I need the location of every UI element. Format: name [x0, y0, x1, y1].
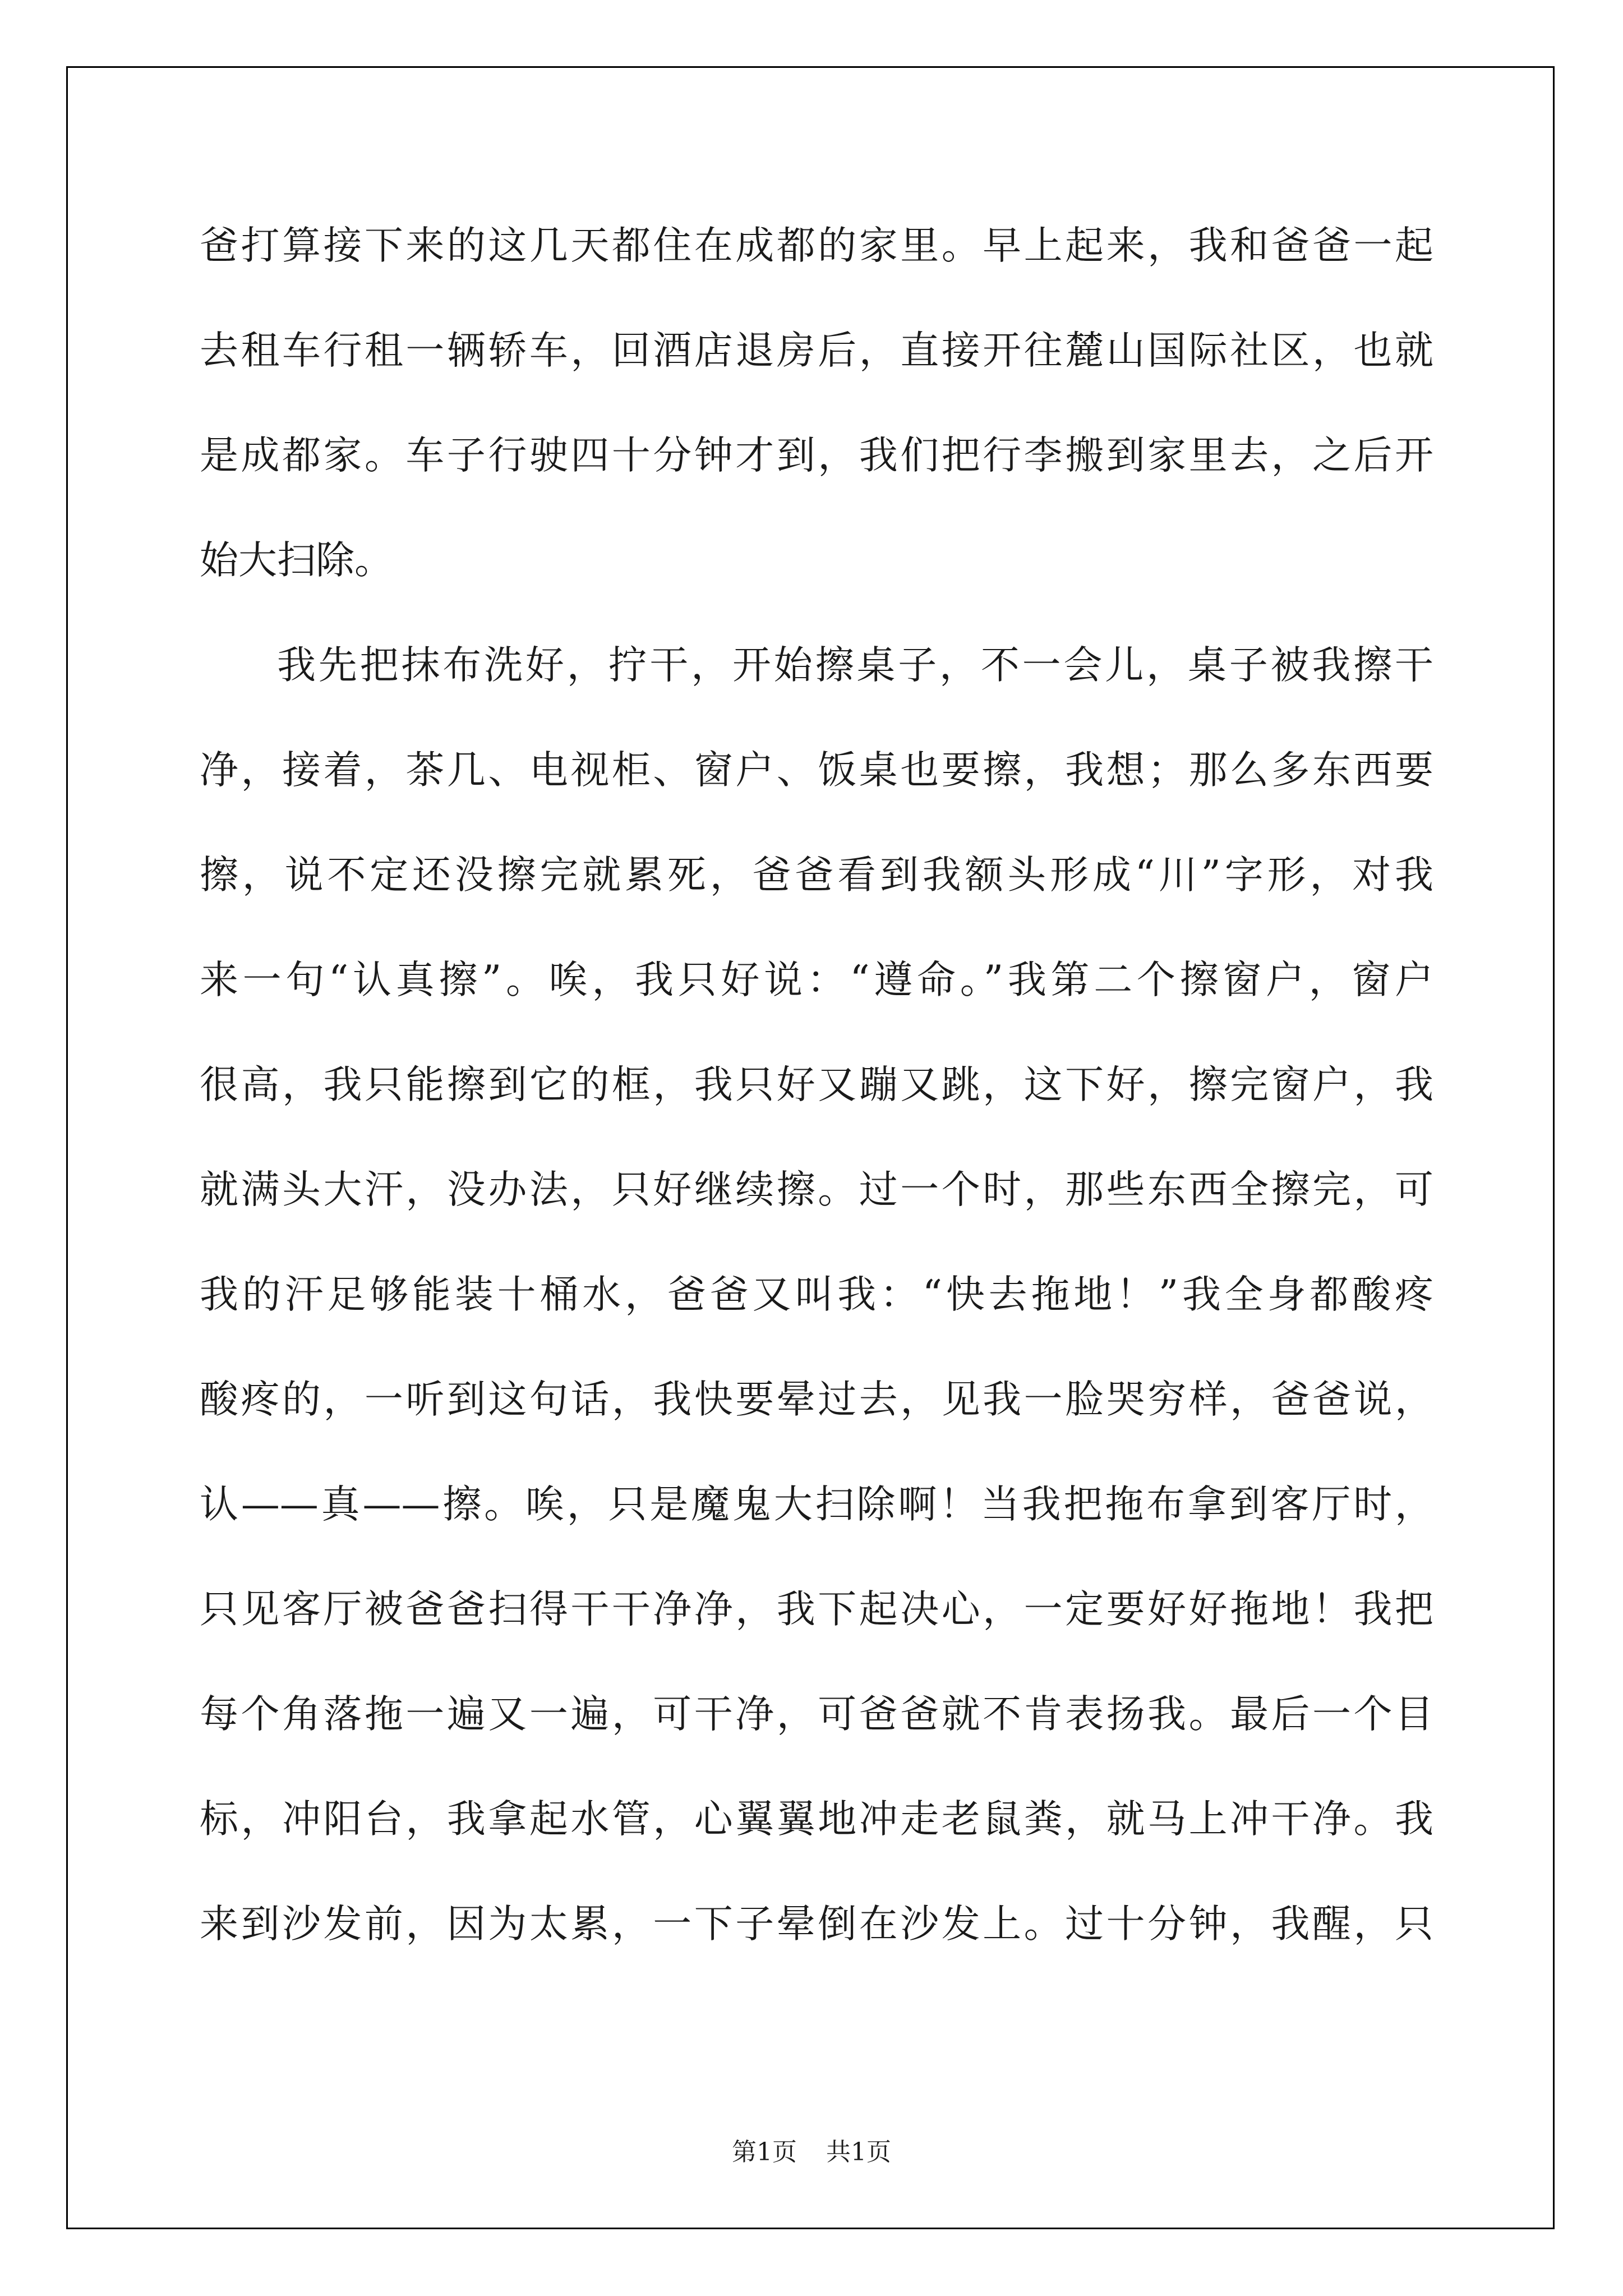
page-total: 共1页: [826, 2138, 891, 2166]
text-line: 爸打算接下来的这几天都住在成都的家里。早上起来，我和爸爸一起: [200, 223, 1433, 268]
paragraph-1: [200, 194, 1433, 613]
page-number: 第1页: [732, 2138, 797, 2166]
text-line: 很高，我只能擦到它的框，我只好又蹦又跳，这下好，擦完窗户，我: [200, 1062, 1433, 1107]
text-line: 始大扫除。: [200, 538, 393, 583]
text-line: 我的汗足够能装十桶水，爸爸又叫我：“快去拖地！”我全身都酸疼: [200, 1272, 1433, 1317]
text-line: 认——真——擦。唉，只是魔鬼大扫除啊！当我把拖布拿到客厅时，: [200, 1482, 1433, 1527]
text-line: 只见客厅被爸爸扫得干干净净，我下起决心，一定要好好拖地！我把: [200, 1587, 1433, 1632]
text-line: 酸疼的，一听到这句话，我快要晕过去，见我一脸哭穷样，爸爸说，: [200, 1377, 1433, 1422]
text-line: 净，接着，茶几、电视柜、窗户、饭桌也要擦，我想；那么多东西要: [200, 748, 1433, 793]
text-line: 来到沙发前，因为太累，一下子晕倒在沙发上。过十分钟，我醒，只: [200, 1902, 1433, 1947]
text-line: 标，冲阳台，我拿起水管，心翼翼地冲走老鼠粪，就马上冲干净。我: [200, 1797, 1433, 1842]
text-line: 来一句“认真擦”。唉，我只好说：“遵命。”我第二个擦窗户，窗户: [200, 958, 1433, 1002]
paragraph-2: [200, 613, 1433, 1977]
text-line: 我先把抹布洗好，拧干，开始擦桌子，不一会儿，桌子被我擦干: [277, 643, 1433, 688]
text-line: 每个角落拖一遍又一遍，可干净，可爸爸就不肯表扬我。最后一个目: [200, 1692, 1433, 1737]
document-body: [200, 194, 1433, 1977]
text-line: 是成都家。车子行驶四十分钟才到，我们把行李搬到家里去，之后开: [200, 433, 1433, 478]
text-line: 就满头大汗，没办法，只好继续擦。过一个时，那些东西全擦完，可: [200, 1167, 1433, 1212]
text-line: 去租车行租一辆轿车，回酒店退房后，直接开往麓山国际社区，也就: [200, 328, 1433, 373]
page-footer: [0, 2132, 1623, 2168]
text-line: 擦，说不定还没擦完就累死，爸爸看到我额头形成“川”字形，对我: [200, 853, 1433, 898]
